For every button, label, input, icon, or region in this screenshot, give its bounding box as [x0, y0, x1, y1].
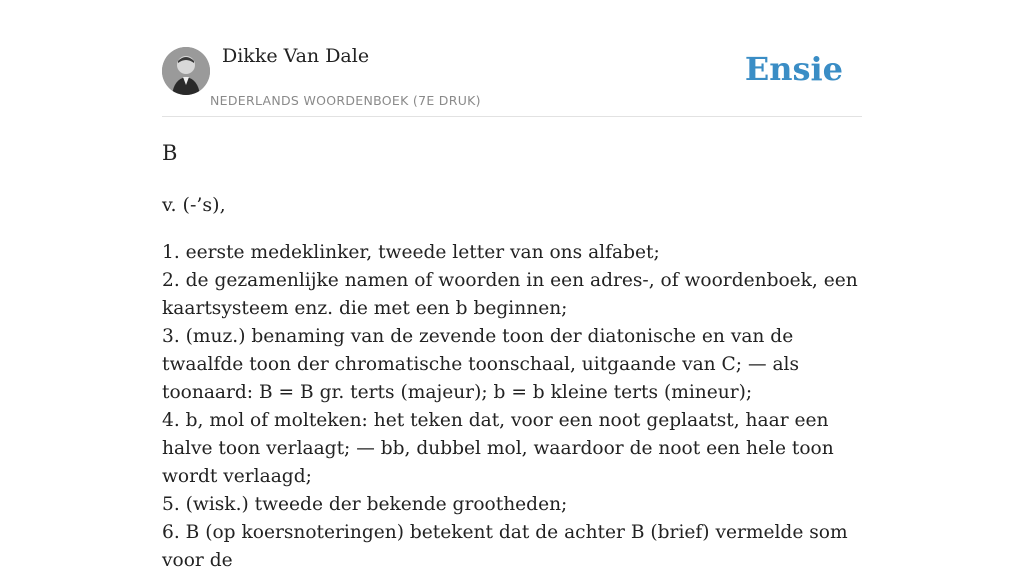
page-header: [162, 0, 862, 117]
author-name[interactable]: Dikke Van Dale: [222, 45, 370, 67]
author-avatar[interactable]: [162, 47, 210, 95]
entry-grammar: v. (-’s),: [162, 194, 226, 216]
definition-list: [162, 239, 867, 575]
definition-item: 3. (muz.) benaming van de zevende toon der diatonische en van de twaalfde toon der chromatische toonschaal, uitgaande van C; — als toonaard: B = B gr. terts (majeur); b = b kleine terts (mineur);: [162, 326, 800, 403]
definition-item: 4. b, mol of molteken: het teken dat, voor een noot geplaatst, haar een halve toon verlaagt; — bb, dubbel mol, waardoor de noot een hele toon wordt verlaagd;: [162, 410, 834, 487]
definition-item: 2. de gezamenlijke namen of woorden in een adres-, of woordenboek, een kaartsysteem enz. die met een b beginnen;: [162, 270, 858, 319]
definition-item: 5. (wisk.) tweede der bekende grootheden;: [162, 494, 568, 515]
portrait-image: [162, 47, 210, 95]
entry-headword: B: [162, 141, 178, 165]
page-container: [162, 0, 862, 571]
dictionary-subtitle[interactable]: NEDERLANDS WOORDENBOEK (7E DRUK): [210, 93, 481, 108]
definition-item: 1. eerste medeklinker, tweede letter van ons alfabet;: [162, 242, 660, 263]
definition-item: 6. B (op koersnoteringen) betekent dat de achter B (brief) vermelde som voor de: [162, 522, 848, 571]
ensie-logo-link[interactable]: Ensie: [744, 50, 843, 88]
